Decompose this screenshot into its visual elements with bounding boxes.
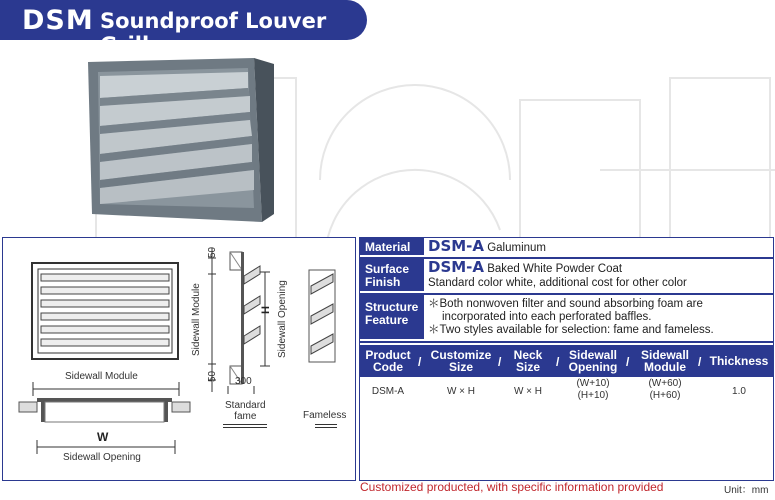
side-sidewall-module-label: Sidewall Module <box>191 283 202 356</box>
spec-panel <box>359 237 774 481</box>
standard-fame-label: Standard fame <box>225 400 266 422</box>
th-separator: / <box>626 355 630 369</box>
structure-line2: incorporated into each perforated baffles. <box>442 311 652 323</box>
td-sidewall-module: (W+60) (H+60) <box>648 378 682 401</box>
td-neck-size: W × H <box>513 386 543 397</box>
surface-line2: Standard color white, additional cost for other color <box>428 277 687 289</box>
td-product-code: DSM-A <box>371 386 405 397</box>
product-title: Soundproof Louver Grille <box>100 9 327 57</box>
standard-fame-underline-2 <box>223 427 267 428</box>
surface-code: DSM-A <box>428 258 485 276</box>
dim-300: 300 <box>235 376 252 387</box>
width-label: W <box>97 430 109 444</box>
material-row <box>360 238 773 259</box>
td-customize-size: W × H <box>446 386 476 397</box>
header-banner <box>0 0 367 57</box>
fameless-underline-2 <box>315 427 337 428</box>
front-view-drawing <box>31 262 181 362</box>
sidewall-opening-label: Sidewall Opening <box>63 452 141 463</box>
material-key: Material <box>360 238 424 255</box>
material-value <box>428 237 547 255</box>
dim-50-top: 50 <box>207 246 218 258</box>
surface-key: Surface Finish <box>360 259 424 291</box>
section-view-drawing <box>17 394 192 426</box>
custom-note: Customized producted, with specific information provided <box>360 480 664 494</box>
th-customize-size: Customize Size <box>430 348 492 374</box>
th-sidewall-module: Sidewall Module <box>640 348 690 374</box>
material-text: Galuminum <box>487 242 547 254</box>
material-code: DSM-A <box>428 237 485 255</box>
th-separator: / <box>498 355 502 369</box>
structure-row <box>360 295 773 343</box>
surface-row <box>360 259 773 295</box>
structure-line1: ＊Both nonwoven filter and sound absorbing foam are <box>428 298 703 310</box>
side-sidewall-opening-label: Sidewall Opening <box>277 280 288 358</box>
th-separator: / <box>556 355 560 369</box>
height-label: H <box>260 306 272 314</box>
th-thickness: Thickness <box>709 354 769 368</box>
surface-value <box>428 258 623 276</box>
fameless-label: Fameless <box>303 410 347 421</box>
td-thickness: 1.0 <box>732 386 746 397</box>
structure-line3: ＊Two styles available for selection: fame and fameless. <box>428 324 714 336</box>
sidewall-module-label: Sidewall Module <box>65 371 138 382</box>
td-sidewall-opening: (W+10) (H+10) <box>576 378 610 401</box>
unit-label: Unit：mm <box>724 485 769 496</box>
structure-key: Structure Feature <box>360 295 424 339</box>
technical-drawing-panel <box>2 237 356 481</box>
th-neck-size: Neck Size <box>513 348 543 374</box>
th-separator: / <box>418 355 422 369</box>
fameless-underline <box>315 424 337 425</box>
dim-50-bottom: 50 <box>207 370 218 382</box>
surface-text: Baked White Powder Coat <box>487 263 623 275</box>
th-separator: / <box>698 355 702 369</box>
product-photo <box>84 54 279 226</box>
standard-fame-underline <box>223 424 267 425</box>
product-code-title: DSM <box>22 5 94 36</box>
th-sidewall-opening: Sidewall Opening <box>568 348 618 374</box>
th-product-code: Product Code <box>365 348 411 374</box>
fameless-drawing <box>307 268 337 364</box>
